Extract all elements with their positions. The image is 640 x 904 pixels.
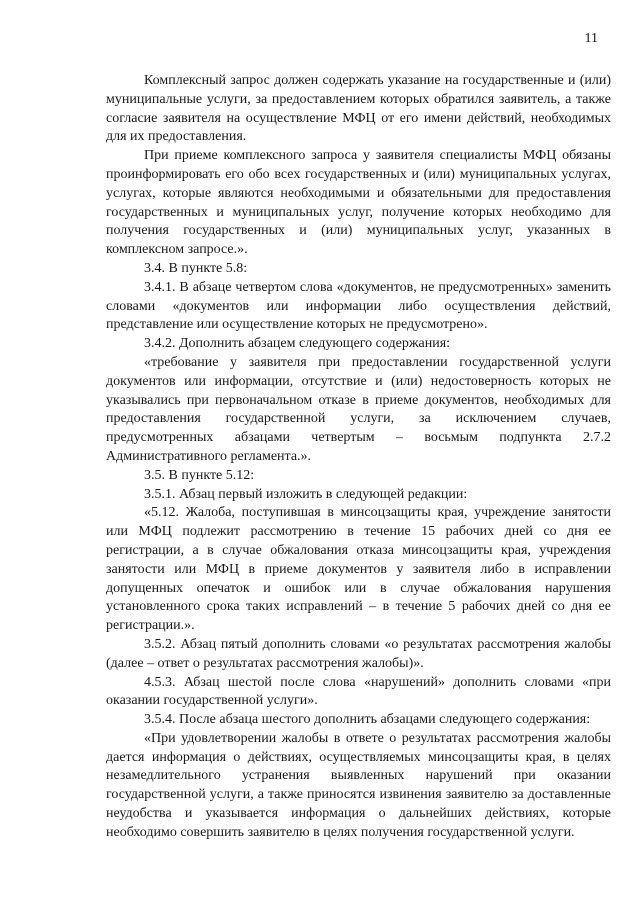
paragraph: 3.5.4. После абзаца шестого дополнить абзацами следующего содержания: [144, 712, 591, 728]
paragraph: «При удовлетворении жалобы в ответе о результатах рассмотрения жалобы дается информация о действиях, осуществляемых минсоцзащиты края, в целях незамедлительного устранения выявленных нарушений при оказании государственной услуги, а также приносятся извинения заявителю за доставленные неудобства и указывается информация о дальнейших действиях, которые необходимо совершить заявителю в целях получения государственной услуги. [106, 730, 611, 840]
paragraph: 4.5.3. Абзац шестой после слова «нарушений» дополнить словами «при оказании государственной услуги». [106, 674, 611, 709]
paragraph: При приеме комплексного запроса у заявителя специалисты МФЦ обязаны проинформировать его обо всех государственных и (или) муниципальных услугах, услугах, которые являются необходимыми и обязательными для предоставления государственных и муниципальных услуг, получение которых необходимо для получения государственных и (или) муниципальных услуг, указанных в комплексном запросе.». [106, 148, 611, 258]
paragraph: «5.12. Жалоба, поступившая в минсоцзащиты края, учреждение занятости или МФЦ подлежит рассмотрению в течение 15 рабочих дней со дня ее регистрации, а в случае обжалования отказа минсоцзащиты края, учреждения занятости или МФЦ в приеме документов у заявителя либо в исправлении допущенных опечаток и ошибок или в случае обжалования нарушения установленного срока таких исправлений – в течение 5 рабочих дней со дня ее регистрации.». [106, 505, 611, 634]
paragraph: 3.5. В пункте 5.12: [144, 467, 255, 483]
paragraph: 3.4.1. В абзаце четвертом слова «документов, не предусмотренных» заменить словами «документов или информации либо осуществления действий, представление или осуществление которых не предусмотрено». [106, 279, 611, 333]
paragraph: «требование у заявителя при предоставлении государственной услуги документов или информации, отсутствие и (или) недостоверность которых не указывались при первоначальном отказе в приеме документов, необходимых для предоставления государственной услуги, за исключением случаев, предусмотренных абзацами четвертым – восьмым подпункта 2.7.2 Административного регламента.». [106, 354, 611, 464]
document-body [106, 72, 611, 843]
paragraph: 3.4.2. Дополнить абзацем следующего содержания: [144, 336, 451, 352]
paragraph: 3.4. В пункте 5.8: [144, 260, 248, 276]
paragraph: Комплексный запрос должен содержать указание на государственные и (или) муниципальные услуги, за предоставлением которых обратился заявитель, а также согласие заявителя на осуществление МФЦ от его имени действий, необходимых для их предоставления. [106, 73, 611, 145]
page-number: 11 [584, 31, 598, 46]
paragraph: 3.5.2. Абзац пятый дополнить словами «о результатах рассмотрения жалобы (далее – ответ о результатах рассмотрения жалобы)». [106, 636, 611, 671]
paragraph: 3.5.1. Абзац первый изложить в следующей редакции: [144, 486, 468, 502]
